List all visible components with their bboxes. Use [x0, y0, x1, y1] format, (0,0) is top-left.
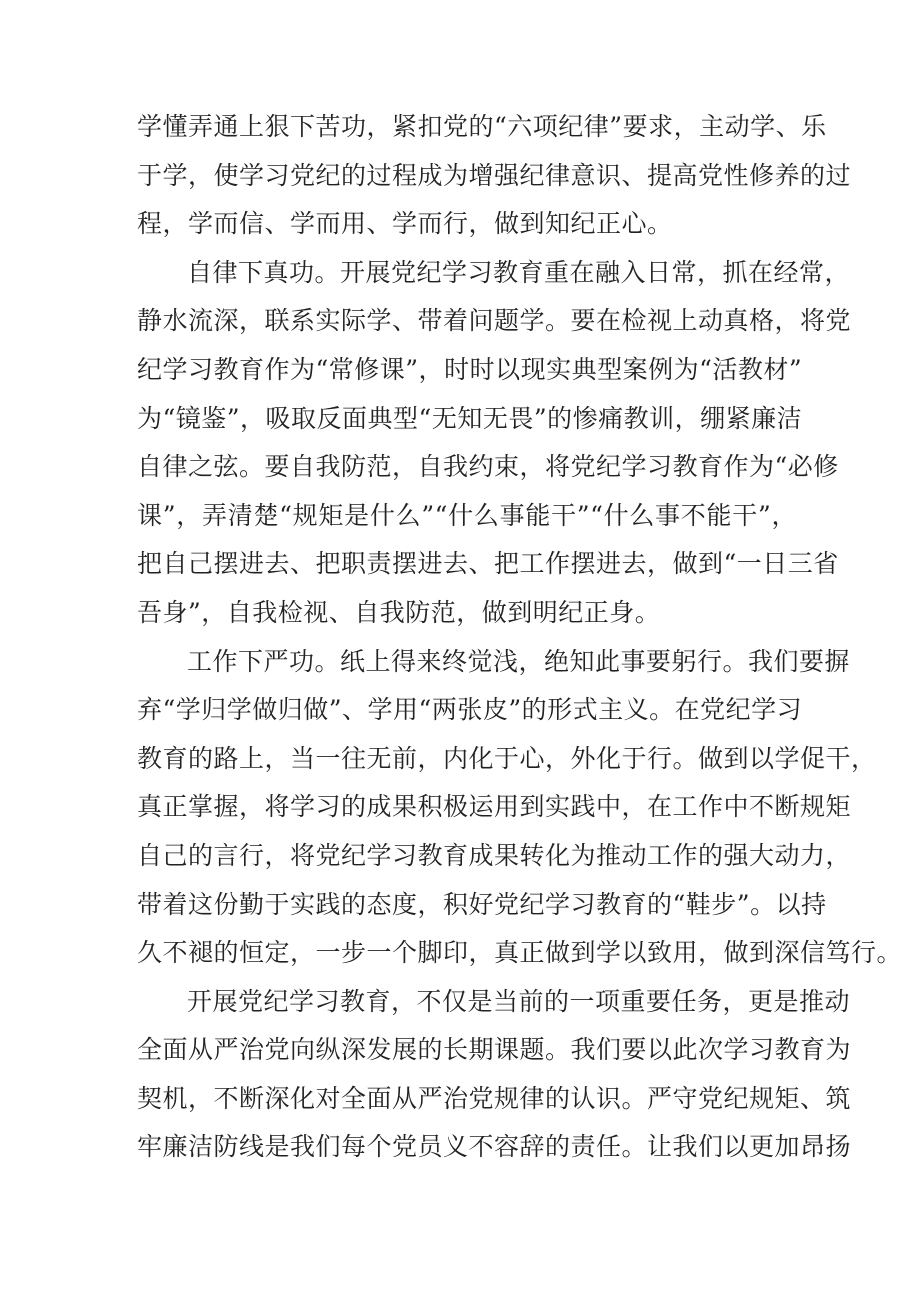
text-line: 纪学习教育作为“常修课”，时时以现实典型案例为“活教材” [137, 354, 803, 384]
text-line: 吾身”，自我检视、自我防范，做到明纪正身。 [137, 597, 661, 627]
text-line: 自己的言行，将党纪学习教育成果转化为推动工作的强大动力， [137, 840, 852, 870]
text-line: 契机，不断深化对全面从严治党规律的认识。严守党纪规矩、筑 [137, 1083, 852, 1113]
text-line: 带着这份勤于实践的态度，积好党纪学习教育的“鞋步”。以持 [137, 889, 827, 919]
text-line: 牢廉洁防线是我们每个党员义不容辞的责任。让我们以更加昂扬 [137, 1132, 852, 1162]
text-line: 自律之弦。要自我防范，自我约束，将党纪学习教育作为“必修 [137, 452, 839, 482]
text-line: 真正掌握，将学习的成果积极运用到实践中，在工作中不断规矩 [137, 792, 852, 822]
text-line: 把自己摆进去、把职责摆进去、把工作摆进去，做到“一日三省 [137, 549, 839, 579]
paragraph-start-line: 工作下严功。纸上得来终觉浅，绝知此事要躬行。我们要摒 [187, 646, 851, 676]
text-line: 为“镜鉴”，吸取反面典型“无知无畏”的惨痛教训，绷紧廉洁 [137, 403, 803, 433]
text-line: 全面从严治党向纵深发展的长期课题。我们要以此次学习教育为 [137, 1035, 852, 1065]
text-line: 学懂弄通上狠下苦功，紧扣党的“六项纪律”要求，主动学、乐 [137, 112, 827, 141]
paragraph-start-line: 开展党纪学习教育，不仅是当前的一项重要任务，更是推动 [187, 986, 851, 1016]
document-body [137, 103, 903, 1172]
text-line: 静水流深，联系实际学、带着问题学。要在检视上动真格，将党 [137, 306, 852, 336]
text-line: 久不褪的恒定，一步一个脚印，真正做到学以致用，做到深信笃行。 [137, 938, 903, 968]
text-line: 课”，弄清楚“规矩是什么”“什么事能干”“什么事不能干”， [137, 500, 797, 530]
text-line: 程，学而信、学而用、学而行，做到知纪正心。 [137, 209, 673, 239]
text-line: 弃“学归学做归做”、学用“两张皮”的形式主义。在党纪学习 [137, 695, 803, 725]
text-line: 于学，使学习党纪的过程成为增强纪律意识、提高党性修养的过 [137, 160, 852, 190]
paragraph-start-line: 自律下真功。开展党纪学习教育重在融入日常，抓在经常， [187, 257, 851, 287]
text-line: 教育的路上，当一往无前，内化于心，外化于行。做到以学促干， [137, 743, 877, 773]
